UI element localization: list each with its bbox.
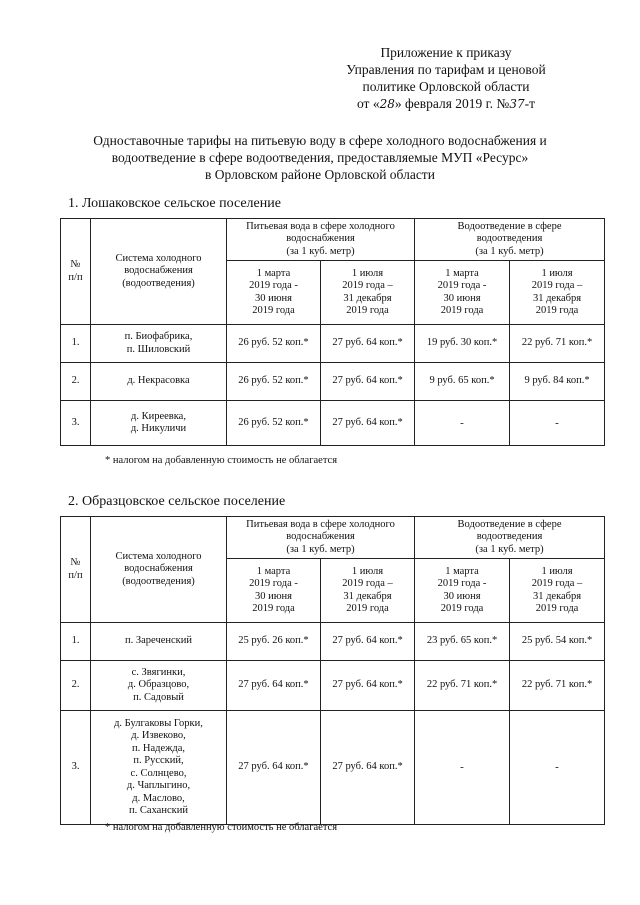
sewage-tariff-1: 19 руб. 30 коп.* — [415, 325, 510, 363]
header-period-1: 1 марта 2019 года - 30 июня 2019 года — [415, 261, 510, 325]
table-row — [61, 325, 605, 363]
tariff-table — [60, 516, 605, 825]
appendix-line: Управления по тарифам и ценовой — [346, 62, 546, 77]
table-row — [61, 623, 605, 661]
document-title — [60, 132, 580, 183]
water-tariff-1: 26 руб. 52 коп.* — [227, 401, 321, 446]
sewage-tariff-1: - — [415, 711, 510, 825]
header-period-1: 1 марта 2019 года - 30 июня 2019 года — [227, 261, 321, 325]
water-tariff-2: 27 руб. 64 коп.* — [321, 661, 415, 711]
header-period-2: 1 июля 2019 года – 31 декабря 2019 года — [321, 261, 415, 325]
date-prefix: от « — [356, 96, 380, 111]
section-heading: 1. Лошаковское сельское поселение — [68, 196, 281, 211]
table-row — [61, 363, 605, 401]
appendix-date-line — [316, 95, 576, 113]
sewage-tariff-2: 22 руб. 71 коп.* — [510, 661, 605, 711]
water-tariff-1: 27 руб. 64 коп.* — [227, 661, 321, 711]
sewage-tariff-1: - — [415, 401, 510, 446]
water-tariff-1: 27 руб. 64 коп.* — [227, 711, 321, 825]
sewage-tariff-2: - — [510, 711, 605, 825]
water-tariff-1: 25 руб. 26 коп.* — [227, 623, 321, 661]
sewage-tariff-2: 25 руб. 54 коп.* — [510, 623, 605, 661]
appendix-line: Приложение к приказу — [380, 45, 512, 60]
title-line: водоотведение в сфере водоотведения, предоставляемые МУП «Ресурс» — [111, 150, 529, 165]
appendix-header — [316, 44, 576, 113]
row-num: 2. — [61, 661, 91, 711]
row-places: д. Некрасовка — [91, 363, 227, 401]
row-places: с. Звягинки, д. Образцово, п. Садовый — [91, 661, 227, 711]
row-num: 1. — [61, 623, 91, 661]
water-tariff-2: 27 руб. 64 коп.* — [321, 363, 415, 401]
header-num: № п/п — [61, 517, 91, 623]
row-num: 2. — [61, 363, 91, 401]
water-tariff-1: 26 руб. 52 коп.* — [227, 363, 321, 401]
sewage-tariff-1: 23 руб. 65 коп.* — [415, 623, 510, 661]
header-system: Система холодного водоснабжения (водоотведения) — [91, 517, 227, 623]
sewage-tariff-1: 9 руб. 65 коп.* — [415, 363, 510, 401]
appendix-line: политике Орловской области — [362, 79, 530, 94]
date-suffix: -т — [524, 96, 536, 111]
row-places: п. Биофабрика, п. Шиловский — [91, 325, 227, 363]
header-period-1: 1 марта 2019 года - 30 июня 2019 года — [227, 559, 321, 623]
sewage-tariff-2: 9 руб. 84 коп.* — [510, 363, 605, 401]
header-period-2: 1 июля 2019 года – 31 декабря 2019 года — [510, 261, 605, 325]
row-places: д. Киреевка, д. Никуличи — [91, 401, 227, 446]
handwritten-day: 28 — [379, 97, 395, 111]
date-mid: » февраля 2019 г. № — [394, 96, 510, 111]
row-places: п. Зареченский — [91, 623, 227, 661]
header-system: Система холодного водоснабжения (водоотведения) — [91, 219, 227, 325]
section-heading: 2. Образцовское сельское поселение — [68, 494, 286, 509]
sewage-tariff-1: 22 руб. 71 коп.* — [415, 661, 510, 711]
handwritten-number: 37 — [509, 97, 525, 111]
table-row — [61, 661, 605, 711]
water-tariff-2: 27 руб. 64 коп.* — [321, 623, 415, 661]
water-tariff-2: 27 руб. 64 коп.* — [321, 325, 415, 363]
table-row — [61, 711, 605, 825]
header-period-2: 1 июля 2019 года – 31 декабря 2019 года — [321, 559, 415, 623]
header-water: Питьевая вода в сфере холодного водоснабжения (за 1 куб. метр) — [227, 219, 415, 261]
header-water: Питьевая вода в сфере холодного водоснабжения (за 1 куб. метр) — [227, 517, 415, 559]
title-line: в Орловском районе Орловской области — [205, 167, 435, 182]
water-tariff-1: 26 руб. 52 коп.* — [227, 325, 321, 363]
header-sewage: Водоотведение в сфере водоотведения (за 1 куб. метр) — [415, 517, 605, 559]
header-sewage: Водоотведение в сфере водоотведения (за 1 куб. метр) — [415, 219, 605, 261]
row-num: 3. — [61, 711, 91, 825]
title-line: Одноставочные тарифы на питьевую воду в сфере холодного водоснабжения и — [93, 133, 547, 148]
table-row — [61, 401, 605, 446]
row-num: 1. — [61, 325, 91, 363]
water-tariff-2: 27 руб. 64 коп.* — [321, 711, 415, 825]
sewage-tariff-2: 22 руб. 71 коп.* — [510, 325, 605, 363]
water-tariff-2: 27 руб. 64 коп.* — [321, 401, 415, 446]
header-period-1: 1 марта 2019 года - 30 июня 2019 года — [415, 559, 510, 623]
sewage-tariff-2: - — [510, 401, 605, 446]
vat-note: * налогом на добавленную стоимость не облагается — [105, 455, 338, 466]
header-period-2: 1 июля 2019 года – 31 декабря 2019 года — [510, 559, 605, 623]
tariff-table — [60, 218, 605, 446]
header-num: № п/п — [61, 219, 91, 325]
row-num: 3. — [61, 401, 91, 446]
row-places: д. Булгаковы Горки, д. Извеково, п. Надежда, п. Русский, с. Солнцево, д. Чаплыгино, д. Маслово, п. Саханский — [91, 711, 227, 825]
vat-note: * налогом на добавленную стоимость не облагается — [105, 822, 338, 833]
